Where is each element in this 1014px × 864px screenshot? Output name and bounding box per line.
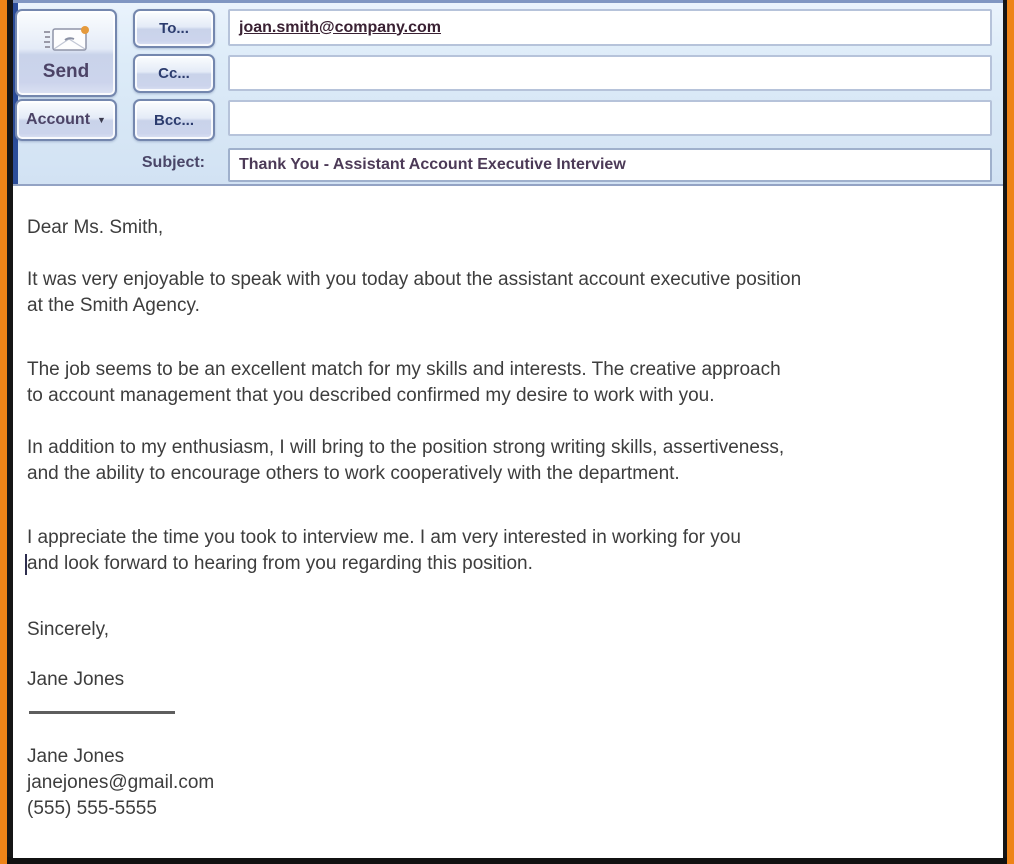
cc-button[interactable]: Cc... [133, 54, 215, 93]
cc-field[interactable] [228, 55, 992, 91]
paragraph [27, 357, 983, 409]
account-button-label: Account [26, 111, 91, 128]
paragraph [27, 525, 983, 577]
chevron-down-icon: ▼ [97, 115, 106, 125]
paragraph-greeting [27, 215, 983, 241]
to-recipient-address[interactable]: joan.smith@company.com [239, 18, 442, 36]
body-text-line: The job seems to be an excellent match for my skills and interests. The creative approach [27, 359, 781, 380]
paragraph-sender-name [27, 667, 983, 693]
compose-toolbar [13, 3, 1003, 186]
body-text-line: to account management that you described confirmed my desire to work with you. [27, 385, 715, 406]
send-envelope-icon [41, 23, 91, 58]
subject-label: Subject: [141, 154, 205, 171]
window-border-black-right [1003, 0, 1007, 864]
message-body-editor[interactable] [13, 186, 1003, 858]
body-text-line: Dear Ms. Smith, [27, 217, 164, 238]
body-text-line: Sincerely, [27, 619, 110, 640]
signature-name: Jane Jones [27, 746, 125, 767]
window-border-black-bottom [7, 857, 1007, 864]
body-text-line: at the Smith Agency. [27, 295, 200, 316]
signature-email: janejones@gmail.com [27, 772, 215, 793]
signature-phone: (555) 555-5555 [27, 798, 157, 819]
send-button[interactable] [15, 9, 117, 97]
account-dropdown-button[interactable] [15, 99, 117, 141]
body-text-line: It was very enjoyable to speak with you today about the assistant account executive position [27, 269, 802, 290]
body-text-line: and the ability to encourage others to work cooperatively with the department. [27, 463, 680, 484]
signature-divider [29, 711, 175, 714]
body-text-line: Jane Jones [27, 669, 125, 690]
paragraph [27, 435, 983, 487]
body-text-line: In addition to my enthusiasm, I will bring to the position strong writing skills, assertiveness, [27, 437, 785, 458]
text-caret [25, 554, 27, 575]
to-button[interactable]: To... [133, 9, 215, 48]
paragraph-closing [27, 617, 983, 643]
paragraph [27, 267, 983, 319]
signature-block [27, 744, 983, 822]
window-border-orange-right [1007, 0, 1014, 864]
send-button-label: Send [42, 61, 90, 82]
subject-field[interactable] [228, 148, 992, 182]
bcc-field[interactable] [228, 100, 992, 136]
body-text-line: and look forward to hearing from you regarding this position. [27, 553, 533, 574]
body-text-line: I appreciate the time you took to interview me. I am very interested in working for you [27, 527, 741, 548]
to-field[interactable] [228, 9, 992, 46]
window-border-orange-left [0, 0, 7, 864]
subject-value: Thank You - Assistant Account Executive Interview [239, 156, 626, 173]
bcc-button[interactable]: Bcc... [133, 99, 215, 141]
